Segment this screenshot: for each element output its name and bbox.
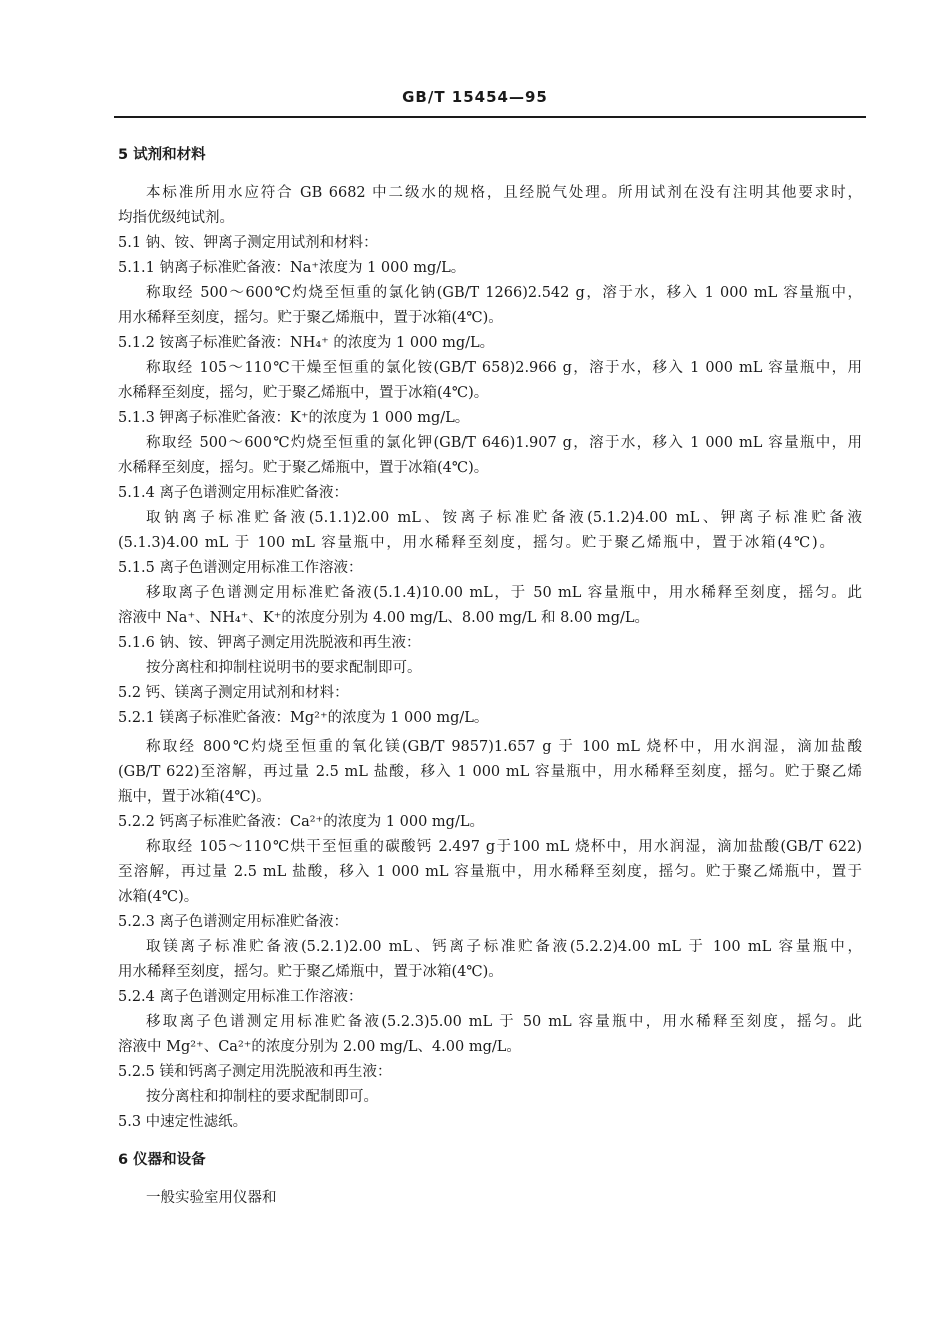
subsection-heading: 5.1.2 铵离子标准贮备液：NH₄⁺ 的浓度为 1 000 mg/L。 [118, 335, 495, 351]
subsection-heading: 5.2.1 镁离子标准贮备液：Mg²⁺的浓度为 1 000 mg/L。 [118, 710, 489, 726]
subsection-heading: 5.2.4 离子色谱测定用标准工作溶液： [118, 989, 363, 1005]
paragraph-line: 用水稀释至刻度，摇匀。贮于聚乙烯瓶中，置于冰箱(4℃)。 [118, 310, 503, 326]
paragraph-line: 称取经 105～110℃烘干至恒重的碳酸钙 2.497 g于100 mL 烧杯中，用水润湿，滴加盐酸(GB/T 622) [146, 839, 862, 855]
section-heading: 6 仪器和设备 [118, 1152, 206, 1168]
paragraph-line: 至溶解，再过量 2.5 mL 盐酸，移入 1 000 mL 容量瓶中，用水稀释至刻度，摇匀。贮于聚乙烯瓶中，置于 [118, 864, 862, 880]
paragraph-line: 瓶中，置于冰箱(4℃)。 [118, 789, 271, 805]
paragraph-line: 按分离柱和抑制柱说明书的要求配制即可。 [146, 660, 422, 676]
paragraph-line: 水稀释至刻度，摇匀，贮于聚乙烯瓶中，置于冰箱(4℃)。 [118, 385, 489, 401]
paragraph-line: 移取离子色谱测定用标准贮备液(5.2.3)5.00 mL 于 50 mL 容量瓶中，用水稀释至刻度，摇匀。此 [146, 1014, 862, 1030]
paragraph-line: 本标准所用水应符合 GB 6682 中二级水的规格，且经脱气处理。所用试剂在没有注明其他要求时， [146, 185, 862, 201]
subsection-heading: 5.2.2 钙离子标准贮备液：Ca²⁺的浓度为 1 000 mg/L。 [118, 814, 484, 830]
subsection-heading: 5.1.5 离子色谱测定用标准工作溶液： [118, 560, 363, 576]
paragraph-line: (5.1.3)4.00 mL 于 100 mL 容量瓶中，用水稀释至刻度，摇匀。贮于聚乙烯瓶中，置于冰箱(4℃)。 [118, 535, 834, 551]
paragraph-line: 称取经 105～110℃干燥至恒重的氯化铵(GB/T 658)2.966 g，溶于水，移入 1 000 mL 容量瓶中，用 [146, 360, 862, 376]
paragraph-line: 用水稀释至刻度，摇匀。贮于聚乙烯瓶中，置于冰箱(4℃)。 [118, 964, 503, 980]
paragraph-line: 溶液中 Mg²⁺、Ca²⁺的浓度分别为 2.00 mg/L、4.00 mg/L。 [118, 1039, 521, 1055]
paragraph-line: 水稀释至刻度，摇匀。贮于聚乙烯瓶中，置于冰箱(4℃)。 [118, 460, 489, 476]
subsection-heading: 5.1.4 离子色谱测定用标准贮备液： [118, 485, 349, 501]
paragraph-line: 移取离子色谱测定用标准贮备液(5.1.4)10.00 mL，于 50 mL 容量瓶中，用水稀释至刻度，摇匀。此 [146, 585, 862, 601]
subsection-heading: 5.2.3 离子色谱测定用标准贮备液： [118, 914, 349, 930]
subsection-heading: 5.1.1 钠离子标准贮备液：Na⁺浓度为 1 000 mg/L。 [118, 260, 466, 276]
paragraph-line: 称取经 500～600℃灼烧至恒重的氯化钾(GB/T 646)1.907 g，溶于水，移入 1 000 mL 容量瓶中，用 [146, 435, 862, 451]
paragraph-line: 按分离柱和抑制柱的要求配制即可。 [146, 1089, 378, 1105]
paragraph-line: 冰箱(4℃)。 [118, 889, 199, 905]
paragraph-line: 称取经 500～600℃灼烧至恒重的氯化钠(GB/T 1266)2.542 g，溶于水，移入 1 000 mL 容量瓶中， [146, 285, 862, 301]
subsection-heading: 5.1.6 钠、铵、钾离子测定用洗脱液和再生液： [118, 635, 421, 651]
paragraph-line: 均指优级纯试剂。 [118, 210, 234, 226]
standard-code-header: GB/T 15454—95 [402, 88, 548, 106]
paragraph-line: 取镁离子标准贮备液(5.2.1)2.00 mL、钙离子标准贮备液(5.2.2)4.00 mL 于 100 mL 容量瓶中， [146, 939, 862, 955]
paragraph-line: 取钠离子标准贮备液(5.1.1)2.00 mL、铵离子标准贮备液(5.1.2)4.00 mL、钾离子标准贮备液 [146, 510, 862, 526]
paragraph-line: 称取经 800℃灼烧至恒重的氧化镁(GB/T 9857)1.657 g 于 100 mL 烧杯中，用水润湿，滴加盐酸 [146, 739, 862, 755]
subsection-heading: 5.2.5 镁和钙离子测定用洗脱液和再生液： [118, 1064, 392, 1080]
subsection-heading: 5.3 中速定性滤纸。 [118, 1114, 248, 1130]
paragraph-line: 一般实验室用仪器和 [146, 1190, 277, 1206]
paragraph-line: (GB/T 622)至溶解，再过量 2.5 mL 盐酸，移入 1 000 mL 容量瓶中，用水稀释至刻度，摇匀。贮于聚乙烯 [118, 764, 862, 780]
subsection-heading: 5.1.3 钾离子标准贮备液：K⁺的浓度为 1 000 mg/L。 [118, 410, 470, 426]
subsection-heading: 5.1 钠、铵、钾离子测定用试剂和材料： [118, 235, 378, 251]
section-heading: 5 试剂和材料 [118, 147, 206, 163]
paragraph-line: 溶液中 Na⁺、NH₄⁺、K⁺的浓度分别为 4.00 mg/L、8.00 mg/L 和 8.00 mg/L。 [118, 610, 650, 626]
header-rule [114, 116, 866, 118]
subsection-heading: 5.2 钙、镁离子测定用试剂和材料： [118, 685, 349, 701]
